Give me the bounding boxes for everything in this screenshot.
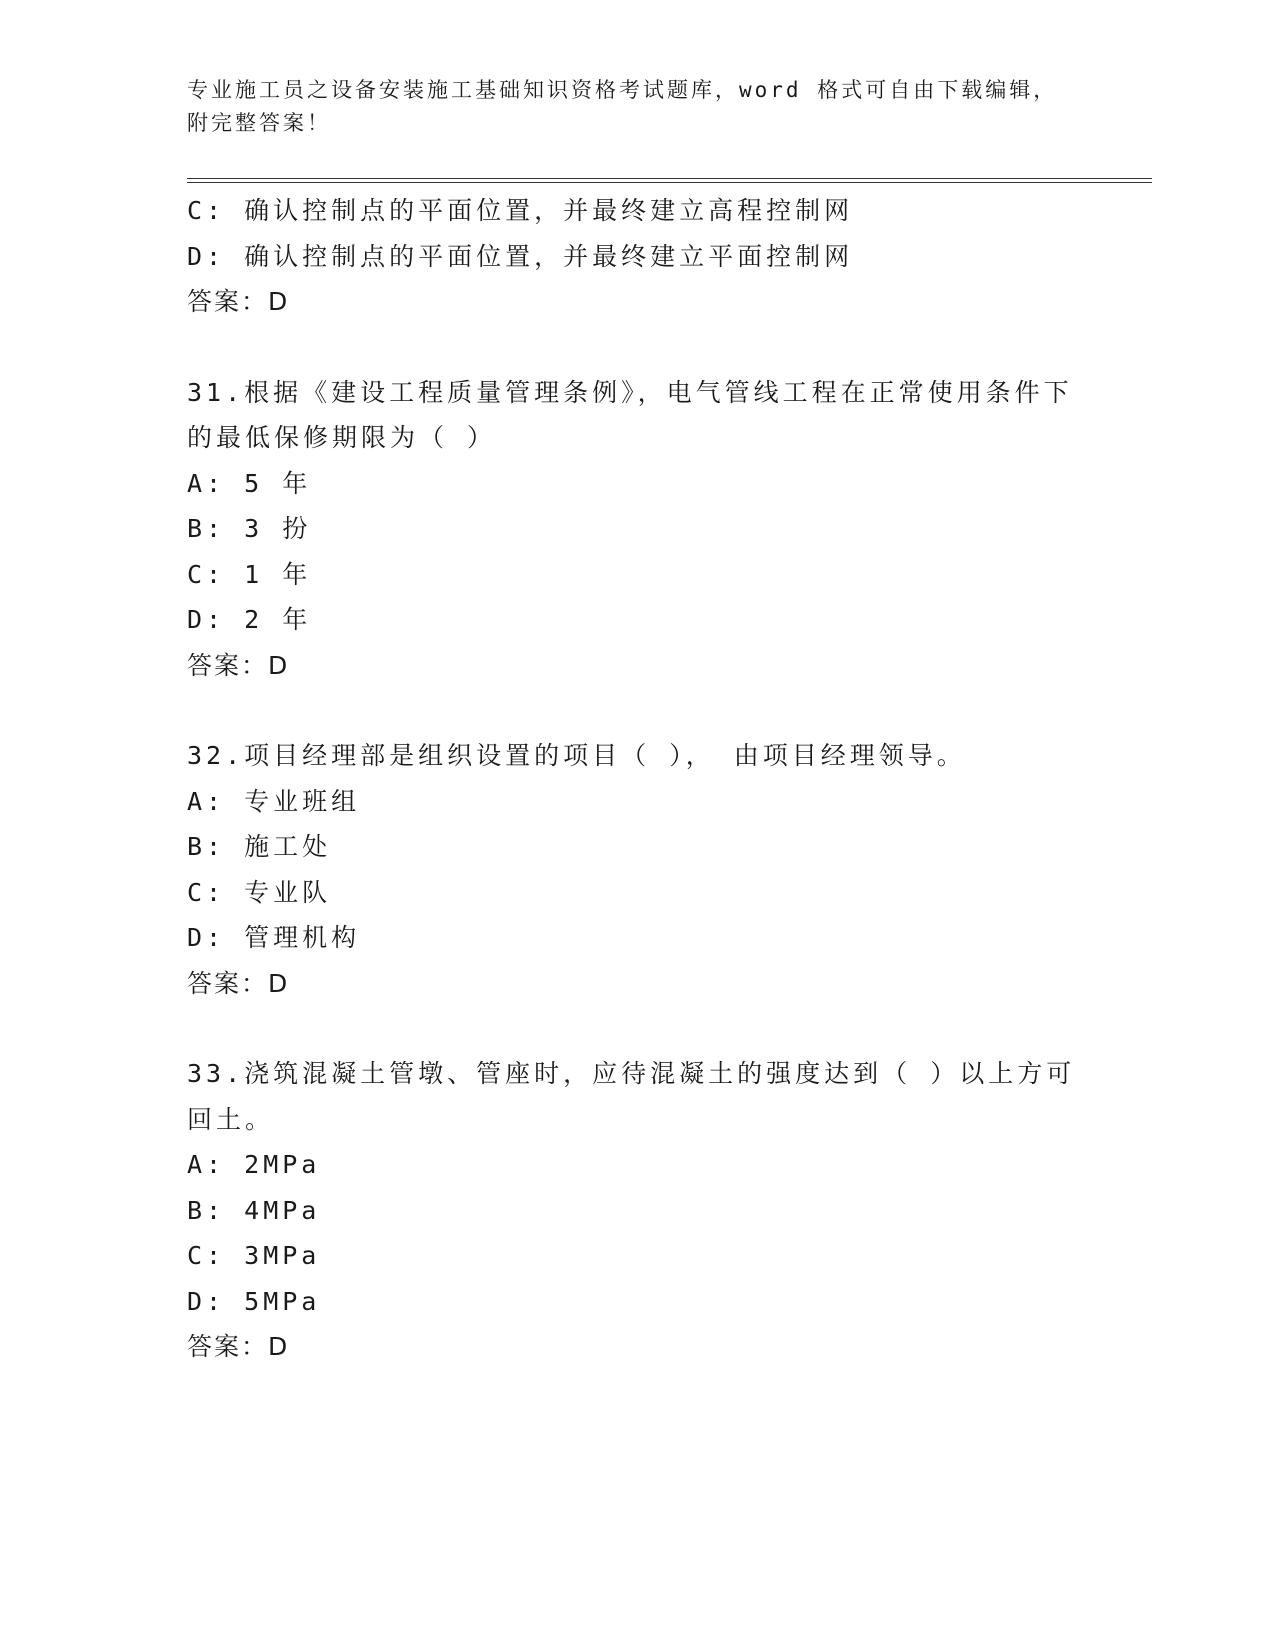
header-rule-top	[187, 178, 1152, 179]
option-d: D: 2 年	[187, 605, 312, 634]
option-d: D: 5MPa	[187, 1286, 321, 1316]
question-content	[187, 188, 1087, 1370]
option-c: C: 专业队	[187, 877, 332, 907]
option-b: B: 施工处	[187, 832, 332, 861]
question-31	[187, 370, 1087, 689]
option-d: D: 确认控制点的平面位置，并最终建立平面控制网	[187, 241, 854, 271]
answer-line: 答案：D	[187, 287, 290, 316]
option-a: A: 5 年	[187, 468, 312, 498]
question-stem: 33.浇筑混凝土管墩、管座时，应待混凝土的强度达到（ ）以上方可	[187, 1059, 1076, 1088]
header-line-2: 附完整答案！	[187, 111, 331, 135]
header-line-1: 专业施工员之设备安装施工基础知识资格考试题库，word 格式可自由下载编辑，	[187, 78, 1058, 102]
question-32	[187, 733, 1087, 1006]
spacer	[187, 1006, 1087, 1051]
document-header	[187, 74, 1067, 140]
question-stem: 31.根据《建设工程质量管理条例》，电气管线工程在正常使用条件下	[187, 377, 1073, 407]
answer-line: 答案：D	[187, 968, 290, 998]
option-d: D: 管理机构	[187, 923, 361, 952]
option-a: A: 专业班组	[187, 786, 361, 816]
answer-line: 答案：D	[187, 650, 290, 680]
option-b: B: 3 扮	[187, 514, 312, 543]
option-c: C: 确认控制点的平面位置，并最终建立高程控制网	[187, 196, 854, 225]
option-a: A: 2MPa	[187, 1150, 321, 1179]
option-b: B: 4MPa	[187, 1195, 321, 1225]
option-c: C: 1 年	[187, 559, 312, 589]
question-stem-continued: 回土。	[187, 1104, 275, 1134]
question-stem: 32.项目经理部是组织设置的项目（ ）， 由项目经理领导。	[187, 741, 966, 770]
header-rule-bottom	[187, 182, 1152, 183]
previous-question-block	[187, 188, 1087, 325]
spacer	[187, 688, 1087, 733]
answer-line: 答案：D	[187, 1332, 290, 1361]
option-c: C: 3MPa	[187, 1241, 321, 1270]
spacer	[187, 325, 1087, 370]
question-stem-continued: 的最低保修期限为（ ）	[187, 423, 497, 452]
question-33	[187, 1051, 1087, 1370]
